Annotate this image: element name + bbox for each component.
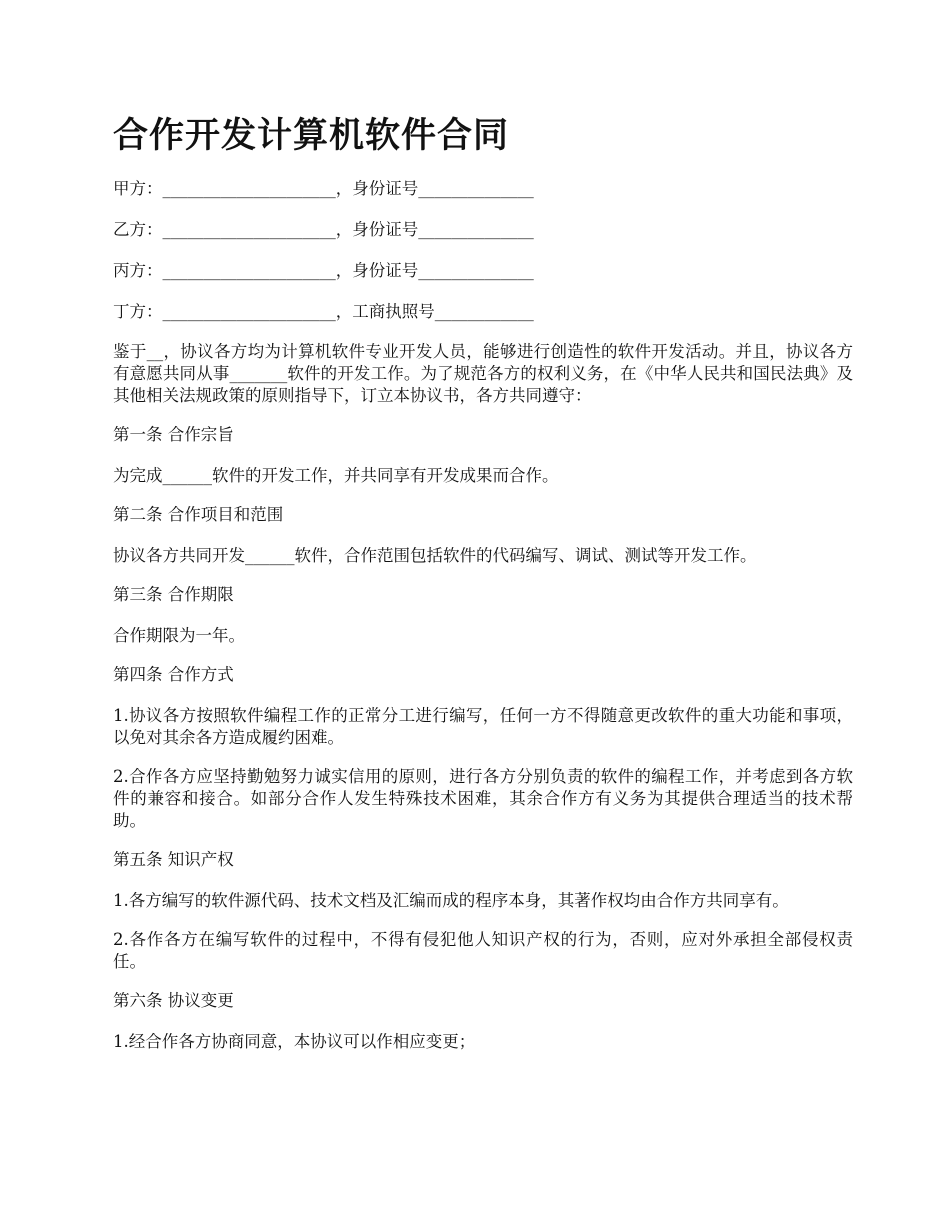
article-paragraph: 1.经合作各方协商同意，本协议可以作相应变更；: [113, 1032, 476, 1051]
article-paragraph: 合作期限为一年。: [113, 626, 245, 645]
article-paragraph: 为完成______软件的开发工作，并共同享有开发成果而合作。: [113, 466, 559, 485]
article-heading: 第四条 合作方式: [113, 665, 234, 684]
article-heading: 第六条 协议变更: [113, 991, 234, 1010]
article-6: [113, 990, 853, 1053]
document-title: 合作开发计算机软件合同: [113, 116, 510, 156]
article-heading: 第一条 合作宗旨: [113, 425, 234, 444]
party-b-line: 乙方：_____________________，身份证号______________: [113, 220, 534, 239]
party-c-line: 丙方：_____________________，身份证号______________: [113, 261, 534, 280]
article-paragraph: 2.各作各方在编写软件的过程中，不得有侵犯他人知识产权的行为，否则，应对外承担全部侵权责任。: [113, 930, 853, 971]
article-heading: 第五条 知识产权: [113, 850, 234, 869]
party-d-line: 丁方：_____________________，工商执照号____________: [113, 302, 534, 321]
article-paragraph: 协议各方共同开发______软件，合作范围包括软件的代码编写、调试、测试等开发工作。: [113, 546, 757, 565]
article-1: [113, 424, 853, 487]
article-5: [113, 849, 853, 973]
document-page: [113, 112, 853, 1070]
article-4: [113, 664, 853, 832]
article-3: [113, 584, 853, 647]
party-a-line: 甲方：_____________________，身份证号______________: [113, 179, 534, 198]
article-paragraph: 1.协议各方按照软件编程工作的正常分工进行编写，任何一方不得随意更改软件的重大功能和事项，以免对其余各方造成履约困难。: [113, 706, 853, 747]
party-list: [113, 177, 853, 324]
article-heading: 第三条 合作期限: [113, 585, 234, 604]
article-paragraph: 1.各方编写的软件源代码、技术文档及汇编而成的程序本身，其著作权均由合作方共同享有。: [113, 891, 789, 910]
article-heading: 第二条 合作项目和范围: [113, 505, 284, 524]
preamble-paragraph: 鉴于__，协议各方均为计算机软件专业开发人员，能够进行创造性的软件开发活动。并且，协议各方有意愿共同从事_______软件的开发工作。为了规范各方的权利义务，在《中华人民共和国民法典》及其他相关法规政策的原则指导下，订立本协议书，各方共同遵守：: [113, 342, 853, 405]
article-2: [113, 504, 853, 567]
article-paragraph: 2.合作各方应坚持勤勉努力诚实信用的原则，进行各方分别负责的软件的编程工作，并考虑到各方软件的兼容和接合。如部分合作人发生特殊技术困难，其余合作方有义务为其提供合理适当的技术帮助。: [113, 767, 853, 830]
